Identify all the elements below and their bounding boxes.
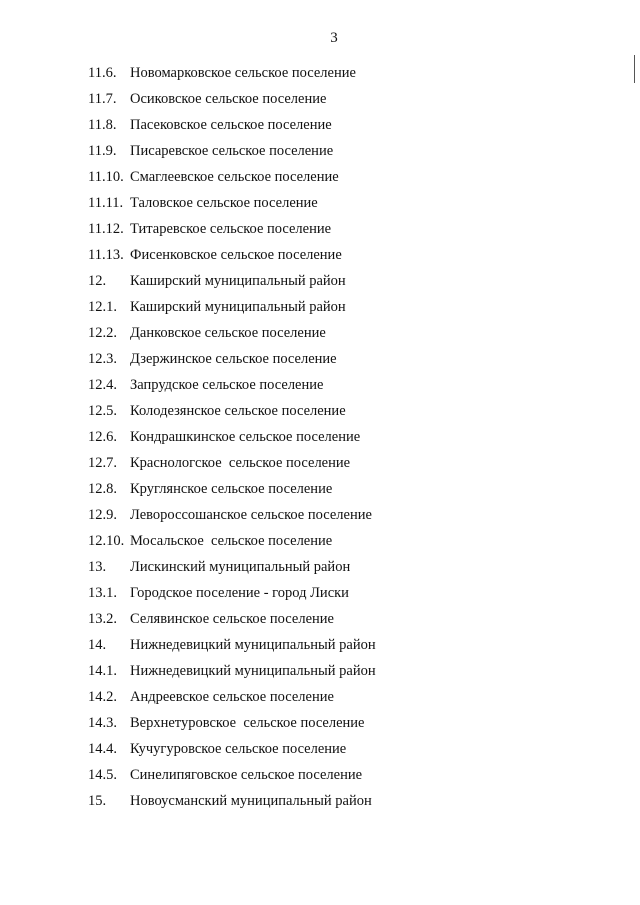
list-item bbox=[88, 658, 608, 684]
entry-number: 14.1. bbox=[88, 662, 117, 679]
entry-number: 14.5. bbox=[88, 766, 117, 783]
entry-number: 11.6. bbox=[88, 64, 117, 81]
entry-name: Смаглеевское сельское поселение bbox=[130, 168, 339, 185]
list-item bbox=[88, 398, 608, 424]
list-item bbox=[88, 684, 608, 710]
list-item bbox=[88, 268, 608, 294]
entry-number: 12.5. bbox=[88, 402, 117, 419]
list-item bbox=[88, 554, 608, 580]
entry-number: 13.1. bbox=[88, 584, 117, 601]
list-item bbox=[88, 372, 608, 398]
list-item bbox=[88, 632, 608, 658]
page-number: 3 bbox=[330, 30, 338, 46]
list-item bbox=[88, 86, 608, 112]
entry-number: 11.10. bbox=[88, 168, 124, 185]
entry-list bbox=[88, 60, 608, 814]
entry-number: 12.8. bbox=[88, 480, 117, 497]
list-item bbox=[88, 112, 608, 138]
entry-name: Синелипяговское сельское поселение bbox=[130, 766, 363, 783]
list-item bbox=[88, 762, 608, 788]
entry-name: Фисенковское сельское поселение bbox=[130, 246, 342, 263]
entry-name: Круглянское сельское поселение bbox=[130, 480, 333, 497]
entry-name: Андреевское сельское поселение bbox=[130, 688, 334, 705]
entry-name: Титаревское сельское поселение bbox=[130, 220, 332, 237]
entry-number: 11.9. bbox=[88, 142, 117, 159]
entry-name: Городское поселение - город Лиски bbox=[130, 584, 349, 601]
list-item bbox=[88, 710, 608, 736]
entry-number: 14. bbox=[88, 636, 107, 653]
list-item bbox=[88, 528, 608, 554]
entry-number: 12.7. bbox=[88, 454, 117, 471]
entry-name: Данковское сельское поселение bbox=[130, 324, 326, 341]
entry-number: 12.6. bbox=[88, 428, 117, 445]
entry-name: Кондрашкинское сельское поселение bbox=[130, 428, 361, 445]
entry-number: 11.7. bbox=[88, 90, 117, 107]
entry-number: 14.4. bbox=[88, 740, 117, 757]
entry-number: 11.13. bbox=[88, 246, 124, 263]
entry-name: Пасековское сельское поселение bbox=[130, 116, 332, 133]
entry-number: 13. bbox=[88, 558, 107, 575]
entry-number: 11.12. bbox=[88, 220, 124, 237]
entry-name: Осиковское сельское поселение bbox=[130, 90, 327, 107]
entry-number: 14.3. bbox=[88, 714, 117, 731]
entry-name: Левороссошанское сельское поселение bbox=[130, 506, 372, 523]
list-item bbox=[88, 320, 608, 346]
entry-number: 15. bbox=[88, 792, 107, 809]
entry-name: Верхнетуровское сельское поселение bbox=[130, 714, 365, 731]
list-item bbox=[88, 788, 608, 814]
list-item bbox=[88, 606, 608, 632]
entry-number: 12.1. bbox=[88, 298, 117, 315]
entry-name: Писаревское сельское поселение bbox=[130, 142, 334, 159]
entry-name: Краснологское сельское поселение bbox=[130, 454, 351, 471]
entry-number: 12.4. bbox=[88, 376, 117, 393]
list-item bbox=[88, 580, 608, 606]
scan-edge-mark bbox=[634, 55, 635, 83]
entry-name: Кучугуровское сельское поселение bbox=[130, 740, 347, 757]
list-item bbox=[88, 346, 608, 372]
list-item bbox=[88, 450, 608, 476]
list-item bbox=[88, 242, 608, 268]
entry-number: 12. bbox=[88, 272, 107, 289]
entry-name: Каширский муниципальный район bbox=[130, 272, 346, 289]
list-item bbox=[88, 476, 608, 502]
entry-number: 12.9. bbox=[88, 506, 117, 523]
entry-number: 13.2. bbox=[88, 610, 117, 627]
entry-number: 12.2. bbox=[88, 324, 117, 341]
entry-name: Селявинское сельское поселение bbox=[130, 610, 334, 627]
entry-number: 11.11. bbox=[88, 194, 124, 211]
entry-name: Новоусманский муниципальный район bbox=[130, 792, 372, 809]
entry-name: Запрудское сельское поселение bbox=[130, 376, 324, 393]
entry-number: 12.10. bbox=[88, 532, 125, 549]
list-item bbox=[88, 190, 608, 216]
entry-number: 11.8. bbox=[88, 116, 117, 133]
entry-name: Лискинский муниципальный район bbox=[130, 558, 351, 575]
entry-name: Каширский муниципальный район bbox=[130, 298, 346, 315]
entry-name: Новомарковское сельское поселение bbox=[130, 64, 356, 81]
list-item bbox=[88, 736, 608, 762]
list-item bbox=[88, 138, 608, 164]
list-item bbox=[88, 164, 608, 190]
list-item bbox=[88, 216, 608, 242]
list-item bbox=[88, 294, 608, 320]
entry-number: 12.3. bbox=[88, 350, 117, 367]
entry-name: Колодезянское сельское поселение bbox=[130, 402, 346, 419]
list-item bbox=[88, 60, 608, 86]
list-item bbox=[88, 424, 608, 450]
list-item bbox=[88, 502, 608, 528]
entry-name: Нижнедевицкий муниципальный район bbox=[130, 636, 376, 653]
entry-name: Дзержинское сельское поселение bbox=[130, 350, 337, 367]
entry-name: Таловское сельское поселение bbox=[130, 194, 318, 211]
entry-name: Нижнедевицкий муниципальный район bbox=[130, 662, 376, 679]
entry-number: 14.2. bbox=[88, 688, 117, 705]
entry-name: Мосальское сельское поселение bbox=[130, 532, 333, 549]
